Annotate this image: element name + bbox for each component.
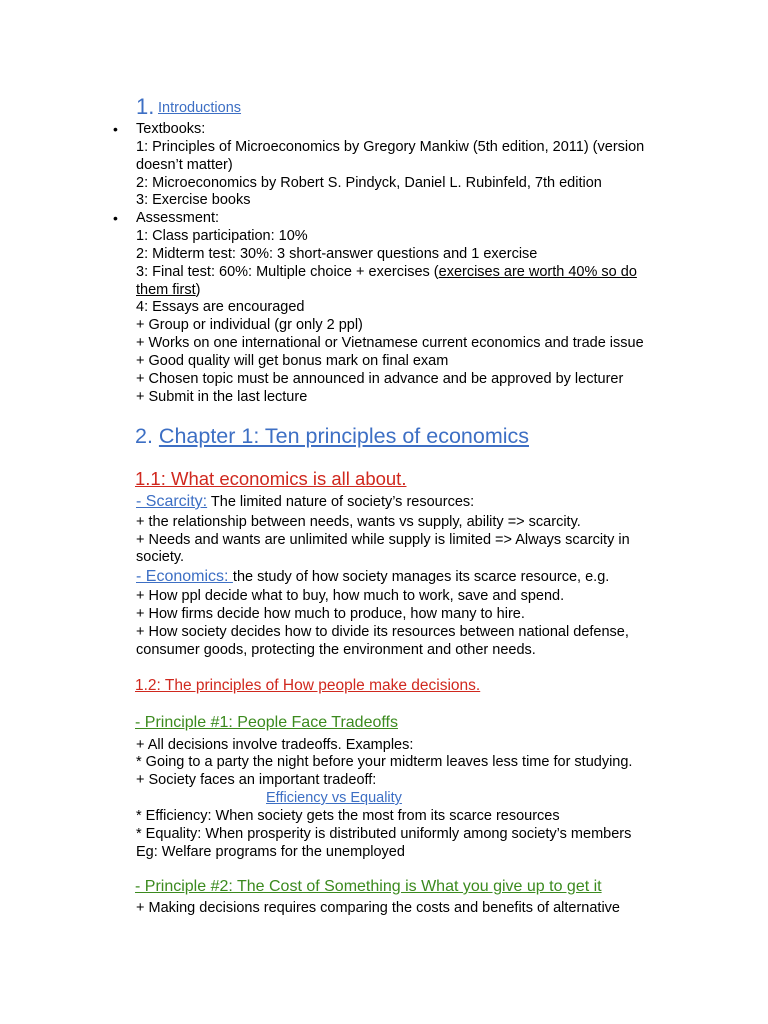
essay-line: + Submit in the last lecture [136,389,308,405]
final-test-note: exercises are worth 40% so do [438,264,637,280]
principle-2-heading: - Principle #2: The Cost of Something is What you give up to get it [135,878,602,895]
bullet-dot-icon: • [113,121,118,137]
principle-1-detail: + All decisions involve tradeoffs. Examples: [136,737,414,753]
essay-line: + Good quality will get bonus mark on final exam [136,353,449,369]
bullet-dot-icon: • [113,210,118,226]
final-test-note-2: them first [136,282,196,298]
final-test-line-2 [136,281,200,299]
principle-2-detail: + Making decisions requires comparing the costs and benefits of alternative [136,900,621,916]
economics-definition: the study of how society manages its scarce resource, e.g. [232,569,610,585]
textbook-line: doesn’t matter) [136,157,233,173]
principle-1-more: * Efficiency: When society gets the most from its scarce resources [136,808,560,824]
section-1-number: 1. [136,94,155,119]
principle-1-detail: + Society faces an important tradeoff: [136,772,377,788]
principle-1-detail: * Going to a party the night before your midterm leaves less time for studying. [136,754,633,770]
section-2-number: 2. [135,424,153,448]
scarcity-line [136,493,474,511]
subsection-1-2-heading: 1.2: The principles of How people make decisions. [135,677,481,694]
economics-detail: + How firms decide how much to produce, how many to hire. [136,606,525,622]
assessment-line: 1: Class participation: 10% [136,228,308,244]
final-test-line [136,263,637,281]
assessment-label: Assessment: [136,210,219,226]
economics-detail: consumer goods, protecting the environment and other needs. [136,642,536,658]
scarcity-definition: The limited nature of society’s resources: [207,494,475,510]
essay-line: 4: Essays are encouraged [136,299,305,315]
essay-line: + Group or individual (gr only 2 ppl) [136,317,363,333]
final-test-suffix: ) [195,282,201,298]
scarcity-label: - Scarcity: [136,493,208,510]
principle-1-more: Eg: Welfare programs for the unemployed [136,844,405,860]
economics-detail: + How society decides how to divide its resources between national defense, [136,624,629,640]
principle-1-heading: - Principle #1: People Face Tradeoffs [135,714,398,731]
essay-line: + Works on one international or Vietnamese current economics and trade issue [136,335,644,351]
introductions-link[interactable]: Introductions [158,100,242,116]
textbook-line: 2: Microeconomics by Robert S. Pindyck, Daniel L. Rubinfeld, 7th edition [136,175,602,191]
economics-label: - Economics: [136,568,233,585]
subsection-1-1-heading: 1.1: What economics is all about. [135,468,407,489]
chapter-heading[interactable] [135,422,529,450]
final-test-prefix: 3: Final test: 60%: Multiple choice + exercises ( [136,264,439,280]
assessment-line: 2: Midterm test: 30%: 3 short-answer questions and 1 exercise [136,246,538,262]
scarcity-detail: + the relationship between needs, wants vs supply, ability => scarcity. [136,514,581,530]
essay-line: + Chosen topic must be announced in advance and be approved by lecturer [136,371,624,387]
principle-1-more: * Equality: When prosperity is distributed uniformly among society’s members [136,826,632,842]
economics-detail: + How ppl decide what to buy, how much to work, save and spend. [136,588,565,604]
scarcity-detail: society. [136,549,185,565]
textbook-line: 1: Principles of Microeconomics by Gregory Mankiw (5th edition, 2011) (version [136,139,645,155]
efficiency-vs-equality-link[interactable]: Efficiency vs Equality [266,790,402,806]
chapter-1-link[interactable]: Chapter 1: Ten principles of economics [158,424,529,448]
textbook-line: 3: Exercise books [136,192,251,208]
textbooks-label: Textbooks: [136,121,206,137]
economics-line [136,568,609,586]
scarcity-detail: + Needs and wants are unlimited while supply is limited => Always scarcity in [136,532,630,548]
